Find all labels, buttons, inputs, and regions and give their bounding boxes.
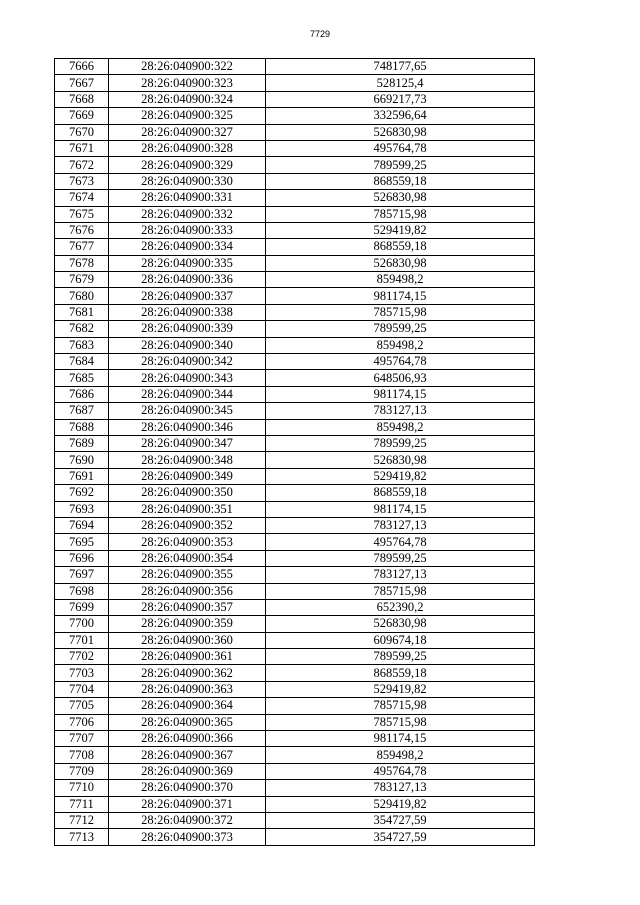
row-number-cell: 7696 (55, 550, 109, 566)
table-row (55, 829, 535, 845)
cadastral-number-cell: 28:26:040900:339 (109, 321, 266, 337)
value-cell: 783127,13 (266, 780, 535, 796)
cadastral-number-cell: 28:26:040900:329 (109, 157, 266, 173)
value-cell: 859498,2 (266, 747, 535, 763)
cadastral-number-cell: 28:26:040900:330 (109, 173, 266, 189)
row-number-cell: 7673 (55, 173, 109, 189)
cadastral-number-cell: 28:26:040900:337 (109, 288, 266, 304)
table-row (55, 452, 535, 468)
row-number-cell: 7713 (55, 829, 109, 845)
table-row (55, 91, 535, 107)
cadastral-number-cell: 28:26:040900:356 (109, 583, 266, 599)
table-row (55, 288, 535, 304)
cadastral-number-cell: 28:26:040900:347 (109, 435, 266, 451)
value-cell: 783127,13 (266, 403, 535, 419)
table-row (55, 124, 535, 140)
value-cell: 868559,18 (266, 485, 535, 501)
cadastral-number-cell: 28:26:040900:325 (109, 108, 266, 124)
row-number-cell: 7674 (55, 190, 109, 206)
value-cell: 495764,78 (266, 354, 535, 370)
table-row (55, 386, 535, 402)
table-row (55, 222, 535, 238)
row-number-cell: 7689 (55, 435, 109, 451)
cadastral-number-cell: 28:26:040900:345 (109, 403, 266, 419)
cadastral-number-cell: 28:26:040900:373 (109, 829, 266, 845)
cadastral-number-cell: 28:26:040900:369 (109, 763, 266, 779)
table-row (55, 75, 535, 91)
table-row (55, 649, 535, 665)
cadastral-number-cell: 28:26:040900:334 (109, 239, 266, 255)
table-row (55, 419, 535, 435)
value-cell: 529419,82 (266, 796, 535, 812)
row-number-cell: 7667 (55, 75, 109, 91)
value-cell: 526830,98 (266, 452, 535, 468)
table-row (55, 747, 535, 763)
row-number-cell: 7703 (55, 665, 109, 681)
row-number-cell: 7677 (55, 239, 109, 255)
cadastral-number-cell: 28:26:040900:323 (109, 75, 266, 91)
table-row (55, 632, 535, 648)
table-row (55, 435, 535, 451)
value-cell: 789599,25 (266, 550, 535, 566)
row-number-cell: 7684 (55, 354, 109, 370)
cadastral-number-cell: 28:26:040900:342 (109, 354, 266, 370)
cadastral-number-cell: 28:26:040900:340 (109, 337, 266, 353)
value-cell: 354727,59 (266, 829, 535, 845)
row-number-cell: 7711 (55, 796, 109, 812)
row-number-cell: 7681 (55, 304, 109, 320)
row-number-cell: 7698 (55, 583, 109, 599)
cadastral-number-cell: 28:26:040900:372 (109, 812, 266, 828)
row-number-cell: 7676 (55, 222, 109, 238)
table-row (55, 583, 535, 599)
table-row (55, 599, 535, 615)
value-cell: 789599,25 (266, 435, 535, 451)
value-cell: 652390,2 (266, 599, 535, 615)
table-row (55, 665, 535, 681)
value-cell: 868559,18 (266, 665, 535, 681)
row-number-cell: 7672 (55, 157, 109, 173)
table-row (55, 501, 535, 517)
cadastral-number-cell: 28:26:040900:367 (109, 747, 266, 763)
table-row (55, 534, 535, 550)
value-cell: 868559,18 (266, 239, 535, 255)
table-row (55, 59, 535, 75)
row-number-cell: 7690 (55, 452, 109, 468)
row-number-cell: 7688 (55, 419, 109, 435)
value-cell: 495764,78 (266, 534, 535, 550)
cadastral-number-cell: 28:26:040900:328 (109, 140, 266, 156)
cadastral-number-cell: 28:26:040900:371 (109, 796, 266, 812)
cadastral-number-cell: 28:26:040900:359 (109, 616, 266, 632)
row-number-cell: 7666 (55, 59, 109, 75)
value-cell: 981174,15 (266, 386, 535, 402)
cadastral-number-cell: 28:26:040900:363 (109, 681, 266, 697)
page-number: 7729 (309, 29, 331, 39)
table-row (55, 616, 535, 632)
value-cell: 783127,13 (266, 567, 535, 583)
row-number-cell: 7701 (55, 632, 109, 648)
cadastral-number-cell: 28:26:040900:352 (109, 517, 266, 533)
value-cell: 609674,18 (266, 632, 535, 648)
value-cell: 526830,98 (266, 616, 535, 632)
value-cell: 859498,2 (266, 272, 535, 288)
value-cell: 785715,98 (266, 714, 535, 730)
table-row (55, 206, 535, 222)
value-cell: 789599,25 (266, 321, 535, 337)
registry-table (54, 58, 535, 846)
table-row (55, 731, 535, 747)
cadastral-number-cell: 28:26:040900:365 (109, 714, 266, 730)
value-cell: 789599,25 (266, 649, 535, 665)
row-number-cell: 7675 (55, 206, 109, 222)
row-number-cell: 7705 (55, 698, 109, 714)
table-row (55, 812, 535, 828)
row-number-cell: 7704 (55, 681, 109, 697)
value-cell: 783127,13 (266, 517, 535, 533)
cadastral-number-cell: 28:26:040900:349 (109, 468, 266, 484)
table-row (55, 173, 535, 189)
cadastral-number-cell: 28:26:040900:366 (109, 731, 266, 747)
table-row (55, 321, 535, 337)
value-cell: 859498,2 (266, 337, 535, 353)
table-row (55, 763, 535, 779)
row-number-cell: 7700 (55, 616, 109, 632)
row-number-cell: 7694 (55, 517, 109, 533)
cadastral-number-cell: 28:26:040900:327 (109, 124, 266, 140)
table-row (55, 354, 535, 370)
value-cell: 495764,78 (266, 763, 535, 779)
table-row (55, 157, 535, 173)
value-cell: 748177,65 (266, 59, 535, 75)
row-number-cell: 7693 (55, 501, 109, 517)
table-row (55, 485, 535, 501)
table-row (55, 304, 535, 320)
row-number-cell: 7679 (55, 272, 109, 288)
row-number-cell: 7692 (55, 485, 109, 501)
table-row (55, 780, 535, 796)
row-number-cell: 7707 (55, 731, 109, 747)
value-cell: 868559,18 (266, 173, 535, 189)
table-row (55, 796, 535, 812)
table-row (55, 550, 535, 566)
row-number-cell: 7699 (55, 599, 109, 615)
table-row (55, 239, 535, 255)
table-row (55, 567, 535, 583)
value-cell: 981174,15 (266, 501, 535, 517)
cadastral-number-cell: 28:26:040900:351 (109, 501, 266, 517)
table-row (55, 681, 535, 697)
row-number-cell: 7709 (55, 763, 109, 779)
cadastral-number-cell: 28:26:040900:370 (109, 780, 266, 796)
table-row (55, 370, 535, 386)
registry-table-body (55, 59, 535, 846)
cadastral-number-cell: 28:26:040900:361 (109, 649, 266, 665)
cadastral-number-cell: 28:26:040900:353 (109, 534, 266, 550)
cadastral-number-cell: 28:26:040900:343 (109, 370, 266, 386)
cadastral-number-cell: 28:26:040900:335 (109, 255, 266, 271)
cadastral-number-cell: 28:26:040900:362 (109, 665, 266, 681)
table-row (55, 272, 535, 288)
row-number-cell: 7687 (55, 403, 109, 419)
cadastral-number-cell: 28:26:040900:331 (109, 190, 266, 206)
cadastral-number-cell: 28:26:040900:338 (109, 304, 266, 320)
table-row (55, 108, 535, 124)
row-number-cell: 7678 (55, 255, 109, 271)
cadastral-number-cell: 28:26:040900:348 (109, 452, 266, 468)
cadastral-number-cell: 28:26:040900:324 (109, 91, 266, 107)
cadastral-number-cell: 28:26:040900:333 (109, 222, 266, 238)
cadastral-number-cell: 28:26:040900:332 (109, 206, 266, 222)
value-cell: 332596,64 (266, 108, 535, 124)
table-row (55, 337, 535, 353)
row-number-cell: 7685 (55, 370, 109, 386)
table-row (55, 255, 535, 271)
row-number-cell: 7683 (55, 337, 109, 353)
table-row (55, 698, 535, 714)
row-number-cell: 7712 (55, 812, 109, 828)
value-cell: 669217,73 (266, 91, 535, 107)
table-row (55, 714, 535, 730)
row-number-cell: 7668 (55, 91, 109, 107)
row-number-cell: 7706 (55, 714, 109, 730)
table-row (55, 517, 535, 533)
row-number-cell: 7697 (55, 567, 109, 583)
cadastral-number-cell: 28:26:040900:354 (109, 550, 266, 566)
table-row (55, 190, 535, 206)
value-cell: 785715,98 (266, 698, 535, 714)
value-cell: 785715,98 (266, 304, 535, 320)
value-cell: 526830,98 (266, 190, 535, 206)
value-cell: 528125,4 (266, 75, 535, 91)
row-number-cell: 7691 (55, 468, 109, 484)
row-number-cell: 7682 (55, 321, 109, 337)
value-cell: 785715,98 (266, 583, 535, 599)
value-cell: 648506,93 (266, 370, 535, 386)
row-number-cell: 7686 (55, 386, 109, 402)
value-cell: 529419,82 (266, 222, 535, 238)
cadastral-number-cell: 28:26:040900:360 (109, 632, 266, 648)
row-number-cell: 7708 (55, 747, 109, 763)
cadastral-number-cell: 28:26:040900:357 (109, 599, 266, 615)
value-cell: 529419,82 (266, 681, 535, 697)
row-number-cell: 7671 (55, 140, 109, 156)
row-number-cell: 7702 (55, 649, 109, 665)
cadastral-number-cell: 28:26:040900:344 (109, 386, 266, 402)
row-number-cell: 7710 (55, 780, 109, 796)
table-row (55, 403, 535, 419)
row-number-cell: 7670 (55, 124, 109, 140)
cadastral-number-cell: 28:26:040900:346 (109, 419, 266, 435)
value-cell: 526830,98 (266, 255, 535, 271)
value-cell: 785715,98 (266, 206, 535, 222)
value-cell: 495764,78 (266, 140, 535, 156)
cadastral-number-cell: 28:26:040900:336 (109, 272, 266, 288)
table-row (55, 468, 535, 484)
row-number-cell: 7669 (55, 108, 109, 124)
cadastral-number-cell: 28:26:040900:350 (109, 485, 266, 501)
cadastral-number-cell: 28:26:040900:355 (109, 567, 266, 583)
value-cell: 526830,98 (266, 124, 535, 140)
value-cell: 529419,82 (266, 468, 535, 484)
cadastral-number-cell: 28:26:040900:322 (109, 59, 266, 75)
value-cell: 981174,15 (266, 288, 535, 304)
value-cell: 354727,59 (266, 812, 535, 828)
value-cell: 789599,25 (266, 157, 535, 173)
value-cell: 859498,2 (266, 419, 535, 435)
row-number-cell: 7680 (55, 288, 109, 304)
table-row (55, 140, 535, 156)
row-number-cell: 7695 (55, 534, 109, 550)
cadastral-number-cell: 28:26:040900:364 (109, 698, 266, 714)
value-cell: 981174,15 (266, 731, 535, 747)
